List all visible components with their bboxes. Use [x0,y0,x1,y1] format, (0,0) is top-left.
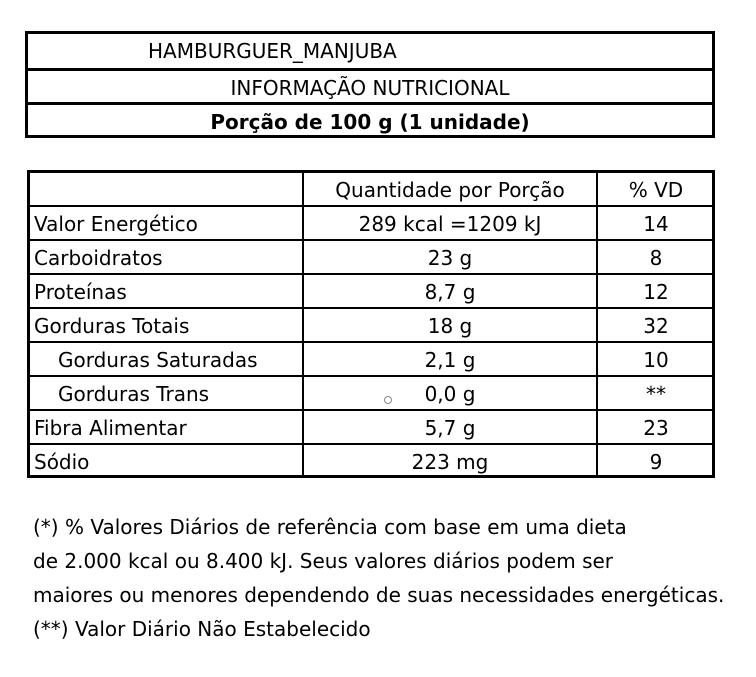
nutrient-name: Fibra Alimentar [34,416,187,440]
nutrient-name: Proteínas [34,280,127,304]
footnote-line: (*) % Valores Diários de referência com base em uma dieta [33,515,627,539]
header-row-product [28,34,712,68]
nutrient-quantity: 0,0 g [424,382,476,406]
nutrient-quantity: 23 g [427,246,473,270]
portion-size: Porção de 100 g (1 unidade) [210,110,530,134]
nutrient-quantity: 5,7 g [424,416,476,440]
column-header-quantity: Quantidade por Porção [335,178,565,202]
nutrient-quantity: 223 mg [411,450,489,474]
footnote-line: maiores ou menores dependendo de suas necessidades energéticas. [33,583,725,607]
header-box [25,31,715,138]
nutrient-vd: 14 [643,212,669,236]
nutrient-name: Carboidratos [34,246,163,270]
column-header-vd: % VD [628,178,684,202]
nutrient-name: Valor Energético [34,212,198,236]
nutrient-vd: 12 [643,280,669,304]
nutrient-vd: 23 [643,416,669,440]
nutrient-quantity: 18 g [427,314,473,338]
header-row-title [28,68,712,105]
nutrient-name: Gorduras Trans [58,382,210,406]
nutrient-name: Sódio [34,450,90,474]
nutrient-quantity: 8,7 g [424,280,476,304]
nutrient-vd: 32 [643,314,669,338]
nutrient-quantity: 289 kcal =1209 kJ [358,212,542,236]
footnote-line: de 2.000 kcal ou 8.400 kJ. Seus valores diários podem ser [33,549,614,573]
header-row-portion [28,102,712,138]
nutrient-quantity: 2,1 g [424,348,476,372]
small-circle-mark [384,396,392,404]
nutrient-name: Gorduras Totais [34,314,190,338]
nutrition-title: INFORMAÇÃO NUTRICIONAL [230,76,510,100]
nutrient-vd: 10 [643,348,669,372]
product-name: HAMBURGUER_MANJUBA [148,39,397,63]
nutrition-table [27,170,715,478]
nutrient-vd: 8 [649,246,663,270]
nutrient-vd: ** [646,382,666,406]
nutrient-vd: 9 [649,450,663,474]
footnotes [33,510,724,646]
nutrient-name: Gorduras Saturadas [58,348,258,372]
footnote-line: (**) Valor Diário Não Estabelecido [33,617,371,641]
